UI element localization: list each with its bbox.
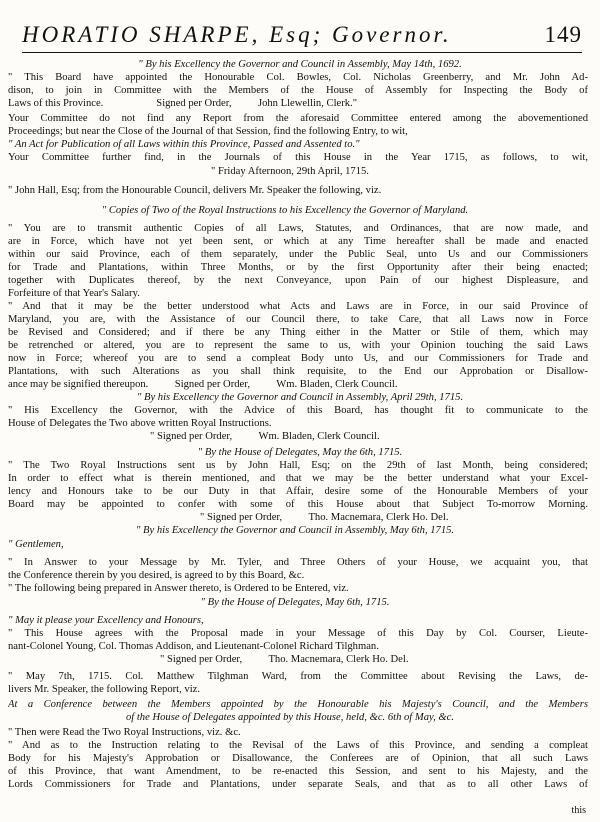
- text-line: " Signed per Order, Wm. Bladen, Clerk Council.: [150, 431, 380, 442]
- page-number: 149: [544, 22, 582, 47]
- text-line: Maryland, you are, with the Assistance of our Council there, to take Care, that all Laws now in Force: [8, 314, 588, 325]
- text-line: together with Duplicates thereof, by the next Conveyance, upon Pain of our highest Displeasure, and: [8, 275, 588, 286]
- text-line: " Copies of Two of the Royal Instructions to his Excellency the Governor of Maryland.: [101, 205, 469, 216]
- text-line: " By his Excellency the Governor and Council in Assembly, May 14th, 1692.: [138, 59, 462, 70]
- text-line: the Conference therein by you desired, is agreed to by this Board, &c.: [8, 570, 305, 581]
- text-line: of the House of Delegates appointed by this House, held, &c. 6th of May, &c.: [125, 712, 455, 723]
- text-line: " His Excellency the Governor, with the Advice of this Board, has thought fit to communicate to the: [8, 405, 588, 416]
- text-line: " John Hall, Esq; from the Honourable Council, delivers Mr. Speaker the following, viz.: [8, 185, 382, 196]
- text-line: " Then were Read the Two Royal Instructions, viz. &c.: [8, 727, 241, 738]
- text-line: " An Act for Publication of all Laws within this Province, Passed and Assented to.": [8, 139, 360, 150]
- text-line: Proceedings; but near the Close of the Journal of that Session, find the following Entry, to wit,: [8, 126, 408, 137]
- text-line: " And as to the Instruction relating to the Revisal of the Laws of this Province, and sending a compleat: [8, 740, 588, 751]
- text-line: " In Answer to your Message by Mr. Tyler, and Three Others of your House, we acquaint you, that: [8, 557, 588, 568]
- text-line: Forfeiture of that Year's Salary.: [8, 288, 140, 299]
- text-line: Your Committee further find, in the Journals of this House in the Year 1715, as follows, to wit,: [8, 152, 588, 163]
- text-line: " Friday Afternoon, 29th April, 1715.: [211, 166, 369, 177]
- text-line: " The following being prepared in Answer thereto, is Ordered to be Entered, viz.: [8, 583, 349, 594]
- text-line: " By his Excellency the Governor and Council in Assembly, May 6th, 1715.: [135, 525, 455, 536]
- text-line: In order to effect what is therein mentioned, and that we may be the better understand what your Excel-: [8, 473, 588, 484]
- text-line: Body for his Majesty's Approbation or Disallowance, the Conferees are of Opinion, that all such Laws: [8, 753, 588, 764]
- text-line: for Trade and Plantations, within Three Months, or by the first Opportunity after their being enacted;: [8, 262, 588, 273]
- text-line: " This House agrees with the Proposal made in your Message of this Day by Col. Courser, Lieute-: [8, 628, 588, 639]
- text-line: Plantations, with such Alterations as you shall think requisite, to the End our Approbation or Disallow-: [8, 366, 588, 377]
- text-line: " Signed per Order, Tho. Macnemara, Clerk Ho. Del.: [160, 654, 409, 665]
- text-line: " Gentlemen,: [8, 539, 64, 550]
- text-line: " You are to transmit authentic Copies of all Laws, Statutes, and Ordinances, that are now made, and: [8, 223, 588, 234]
- text-line: lency and Honours take to be our Duty in that Affair, desire some of the Honourable Members of your: [8, 486, 588, 497]
- text-line: be retrenched or altered, you are to represent the same to us, with your Opinion touching the said Laws: [8, 340, 588, 351]
- text-line: Laws of this Province. Signed per Order, John Llewellin, Clerk.": [8, 98, 358, 109]
- text-line: be Revised and Considered; and if there be any Thing either in the Matter or Stile of them, which may: [8, 327, 588, 338]
- text-line: House of Delegates the Two above written Royal Instructions.: [8, 418, 272, 429]
- text-line: now in Force; whereof you are to send a compleat Body unto Us, and our Commissioners for Trade and: [8, 353, 588, 364]
- text-line: " By the House of Delegates, May 6th, 1715.: [200, 597, 390, 608]
- text-line: Board may be appointed to confer with some of this House about that Subject To-morrow Morning.: [8, 499, 588, 510]
- text-line: livers Mr. Speaker, the following Report, viz.: [8, 684, 200, 695]
- text-line: are in Force, which have not yet been sent, or which at any Time hereafter shall be made and enacted: [8, 236, 588, 247]
- text-line: of this Province, that want Amendment, to be re-enacted this Session, and sent to his Majesty, and the: [8, 766, 588, 777]
- text-line: " By his Excellency the Governor and Council in Assembly, April 29th, 1715.: [136, 392, 464, 403]
- text-line: ance may be signified thereupon. Signed per Order, Wm. Bladen, Clerk Council.: [8, 379, 398, 390]
- text-line: " Signed per Order, Tho. Macnemara, Clerk Ho. Del.: [200, 512, 449, 523]
- text-line: " May 7th, 1715. Col. Matthew Tilghman Ward, from the Committee about Revising the Laws, de-: [8, 671, 588, 682]
- page-header: [22, 22, 582, 53]
- text-line: " May it please your Excellency and Honours,: [8, 615, 204, 626]
- text-line: Your Committee do not find any Report from the aforesaid Committee entered among the abovementioned: [8, 113, 588, 124]
- text-line: " By the House of Delegates, May the 6th, 1715.: [197, 447, 403, 458]
- text-line: within our said Province, each of them separately, under the Public Seal, unto Us and our Commissioners: [8, 249, 588, 260]
- text-line: " The Two Royal Instructions sent us by John Hall, Esq; on the 29th of last Month, being considered;: [8, 460, 588, 471]
- text-line: " And that it may be the better understood what Acts and Laws are in Force, in our said Province of: [8, 301, 588, 312]
- text-line: Lords Commissioners for Trade and Plantations, under separate Seals, and that as to all other Laws of: [8, 779, 588, 790]
- running-title: HORATIO SHARPE, Esq; Governor.: [22, 22, 452, 47]
- text-line: At a Conference between the Members appointed by the Honourable his Majesty's Council, and the Members: [8, 699, 588, 710]
- text-line: nant-Colonel Young, Col. Thomas Addison, and Lieutenant-Colonel Richard Tilghman.: [8, 641, 379, 652]
- catchword: this: [571, 805, 586, 816]
- text-line: " This Board have appointed the Honourable Col. Bowles, Col. Nicholas Greenberry, and Mr. John Ad-: [8, 72, 588, 83]
- text-line: dison, to join in Committee with the Members of the House of Assembly for Inspecting the Body of: [8, 85, 588, 96]
